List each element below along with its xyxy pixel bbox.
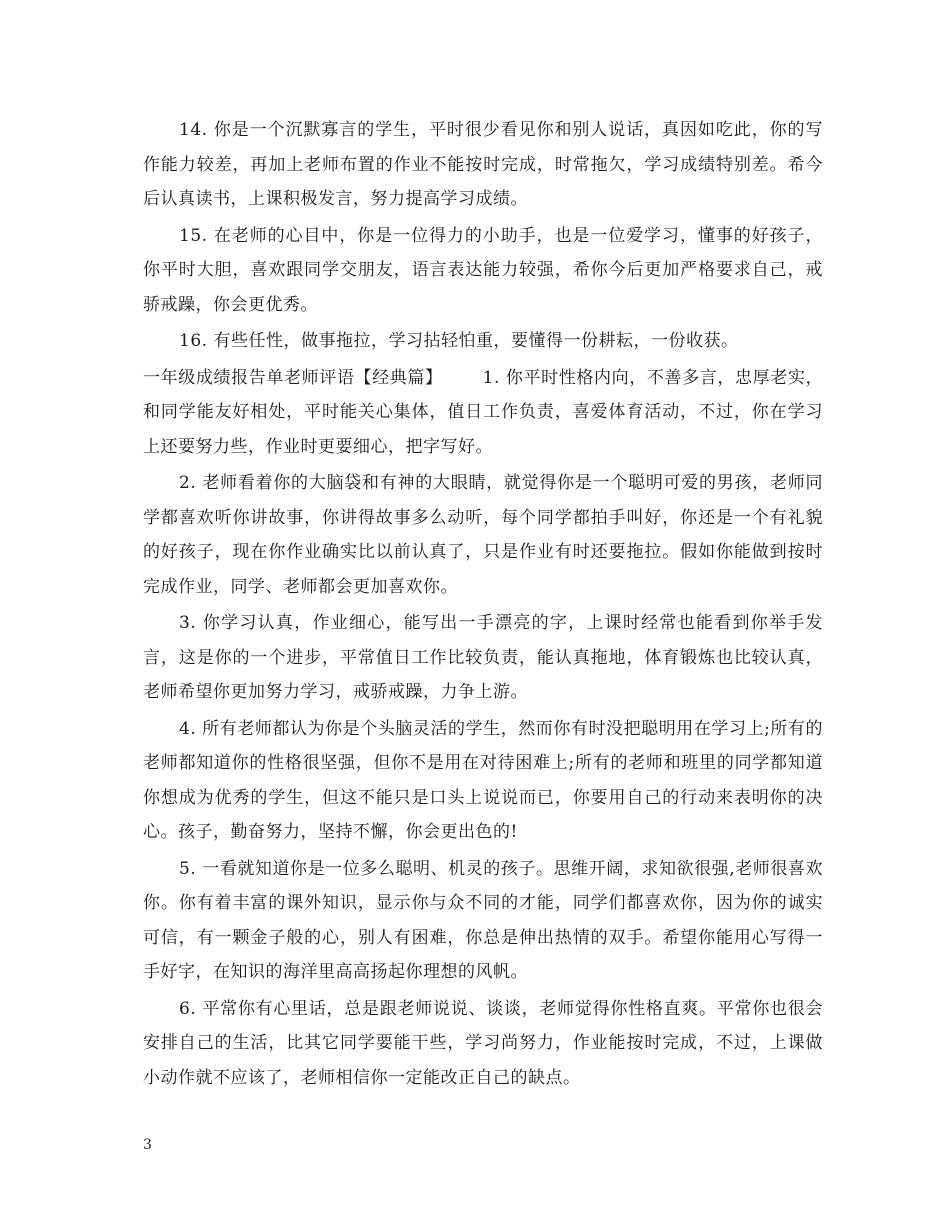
comment-paragraph-16: 16. 有些任性，做事拖拉，学习拈轻怕重，要懂得一份耕耘，一份收获。	[179, 331, 739, 351]
comment-paragraph-2: 2. 老师看着你的大脑袋和有神的大眼睛，就觉得你是一个聪明可爱的男孩，老师同学都喜欢听你讲故事，你讲得故事多么动听，每个同学都拍手叫好，你还是一个有礼貌的好孩子，现在你作业确实比以前认真了，只是作业有时还要拖拉。假如你能做到按时完成作业，同学、老师都会更加喜欢你。	[143, 473, 823, 597]
document-body	[143, 113, 823, 1097]
section-heading-line	[143, 361, 823, 465]
page-number: 3	[143, 1137, 152, 1153]
comment-paragraph-4: 4. 所有老师都认为你是个头脑灵活的学生，然而你有时没把聪明用在学习上;所有的老师都知道你的性格很坚强，但你不是用在对待困难上;所有的老师和班里的同学都知道你想成为优秀的学生，但这不能只是口头上说说而已，你要用自己的行动来表明你的决心。孩子，勤奋努力，坚持不懈，你会更出色的!	[143, 718, 823, 842]
comment-paragraph-1: 1. 你平时性格内向，不善多言，忠厚老实，和同学能友好相处，平时能关心集体，值日工作负责，喜爱体育活动，不过，你在学习上还要努力些，作业时更要细心，把字写好。	[143, 367, 823, 457]
comment-paragraph-14: 14. 你是一个沉默寡言的学生，平时很少看见你和别人说话，真因如吃此，你的写作能力较差，再加上老师布置的作业不能按时完成，时常拖欠，学习成绩特别差。希今后认真读书，上课积极发言，努力提高学习成绩。	[143, 120, 823, 209]
comment-paragraph-3: 3. 你学习认真，作业细心，能写出一手漂亮的字，上课时经常也能看到你举手发言，这是你的一个进步，平常值日工作比较负责，能认真拖地，体育锻炼也比较认真，老师希望你更加努力学习，戒骄戒躁，力争上游。	[143, 613, 823, 702]
comment-paragraph-6: 6. 平常你有心里话，总是跟老师说说、谈谈，老师觉得你性格直爽。平常你也很会安排自己的生活，比其它同学要能干些，学习尚努力，作业能按时完成，不过，上课做小动作就不应该了，老师相信你一定能改正自己的缺点。	[143, 998, 823, 1088]
comment-paragraph-5: 5. 一看就知道你是一位多么聪明、机灵的孩子。思维开阔，求知欲很强,老师很喜欢你。你有着丰富的课外知识，显示你与众不同的才能，同学们都喜欢你，因为你的诚实可信，有一颗金子般的心，别人有困难，你总是伸出热情的双手。希望你能用心写得一手好字，在知识的海洋里高高扬起你理想的风帆。	[143, 858, 823, 982]
section-heading: 一年级成绩报告单老师评语【经典篇】	[143, 367, 443, 388]
comment-paragraph-15: 15. 在老师的心目中，你是一位得力的小助手，也是一位爱学习，懂事的好孩子，你平时大胆，喜欢跟同学交朋友，语言表达能力较强，希你今后更加严格要求自己，戒骄戒躁，你会更优秀。	[143, 225, 823, 315]
